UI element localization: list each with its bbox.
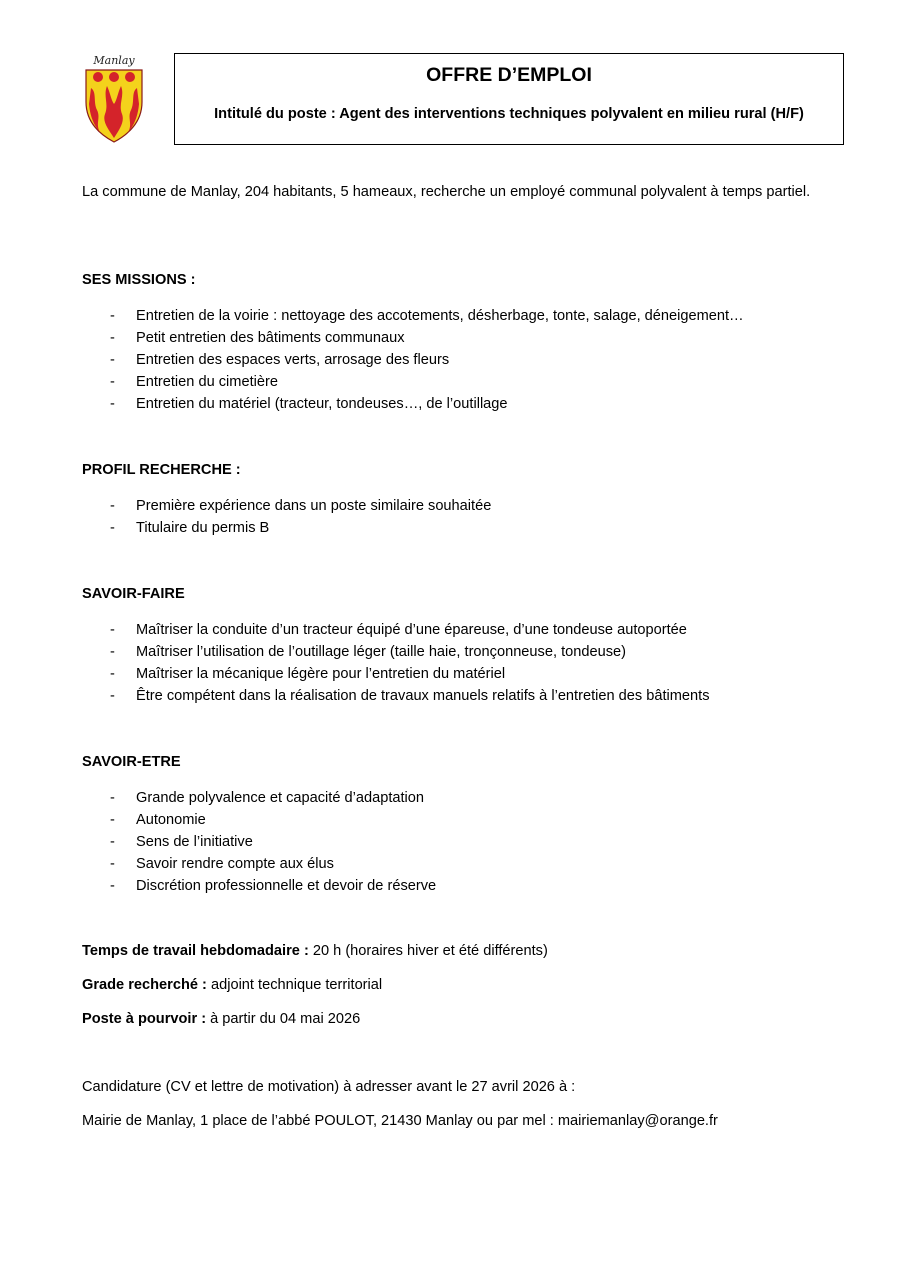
dash-bullet: - — [110, 352, 115, 368]
list-item: - Discrétion professionnelle et devoir de réserve — [82, 875, 436, 897]
list-item: - Sens de l’initiative — [82, 831, 436, 853]
candidature-address: Mairie de Manlay, 1 place de l’abbé POULOT, 21430 Manlay ou par mel : mairiemanlay@orange.fr — [82, 1113, 718, 1129]
detail-value: adjoint technique territorial — [206, 977, 383, 993]
list-item: - Savoir rendre compte aux élus — [82, 853, 436, 875]
list-item: - Maîtriser la conduite d’un tracteur équipé d’une épareuse, d’une tondeuse autoportée — [82, 619, 710, 641]
list-item: - Maîtriser l’utilisation de l’outillage léger (taille haie, tronçonneuse, tondeuse) — [82, 641, 710, 663]
candidature-line: Candidature (CV et lettre de motivation) à adresser avant le 27 avril 2026 à : — [82, 1079, 576, 1095]
dash-bullet: - — [110, 396, 115, 412]
section-title-profil: PROFIL RECHERCHE : — [82, 462, 241, 478]
list-item: - Titulaire du permis B — [82, 517, 491, 539]
dash-bullet: - — [110, 308, 115, 324]
savoir-faire-list — [82, 619, 710, 707]
list-item: - Entretien du cimetière — [82, 371, 744, 393]
section-title-missions: SES MISSIONS : — [82, 272, 196, 288]
dash-bullet: - — [110, 498, 115, 514]
detail-label: Grade recherché : — [82, 977, 207, 993]
manlay-coat-of-arms-logo — [83, 52, 145, 144]
detail-poste — [82, 1011, 360, 1027]
dash-bullet: - — [110, 688, 115, 704]
page-title: OFFRE D’EMPLOI — [426, 64, 592, 86]
job-title: Intitulé du poste : Agent des interventions techniques polyvalent en milieu rural (H/F) — [214, 106, 804, 122]
logo-text: Manlay — [93, 54, 135, 67]
dash-bullet: - — [110, 374, 115, 390]
detail-value: à partir du 04 mai 2026 — [206, 1011, 361, 1027]
dash-bullet: - — [110, 834, 115, 850]
detail-grade — [82, 977, 382, 993]
dash-bullet: - — [110, 790, 115, 806]
header-box — [174, 53, 844, 145]
detail-label: Temps de travail hebdomadaire : — [82, 943, 309, 959]
list-item: - Première expérience dans un poste similaire souhaitée — [82, 495, 491, 517]
list-item: - Grande polyvalence et capacité d’adaptation — [82, 787, 436, 809]
list-item: - Entretien du matériel (tracteur, tondeuses…, de l’outillage — [82, 393, 744, 415]
list-item: - Autonomie — [82, 809, 436, 831]
list-item: - Entretien de la voirie : nettoyage des accotements, désherbage, tonte, salage, déneigement… — [82, 305, 744, 327]
list-item: - Petit entretien des bâtiments communaux — [82, 327, 744, 349]
section-title-savoir-etre: SAVOIR-ETRE — [82, 754, 181, 770]
section-title-savoir-faire: SAVOIR-FAIRE — [82, 586, 185, 602]
missions-list — [82, 305, 744, 415]
list-item: - Maîtriser la mécanique légère pour l’entretien du matériel — [82, 663, 710, 685]
detail-value: 20 h (horaires hiver et été différents) — [308, 943, 548, 959]
savoir-etre-list — [82, 787, 436, 897]
list-item: - Entretien des espaces verts, arrosage des fleurs — [82, 349, 744, 371]
profil-list — [82, 495, 491, 539]
dash-bullet: - — [110, 644, 115, 660]
dash-bullet: - — [110, 330, 115, 346]
dash-bullet: - — [110, 812, 115, 828]
list-item: - Être compétent dans la réalisation de travaux manuels relatifs à l’entretien des bâtiments — [82, 685, 710, 707]
intro-paragraph: La commune de Manlay, 204 habitants, 5 hameaux, recherche un employé communal polyvalent à temps partiel. — [82, 184, 811, 200]
dash-bullet: - — [110, 856, 115, 872]
detail-label: Poste à pourvoir : — [82, 1011, 207, 1027]
dash-bullet: - — [110, 520, 115, 536]
dash-bullet: - — [110, 622, 115, 638]
dash-bullet: - — [110, 878, 115, 894]
dash-bullet: - — [110, 666, 115, 682]
detail-temps — [82, 943, 548, 959]
